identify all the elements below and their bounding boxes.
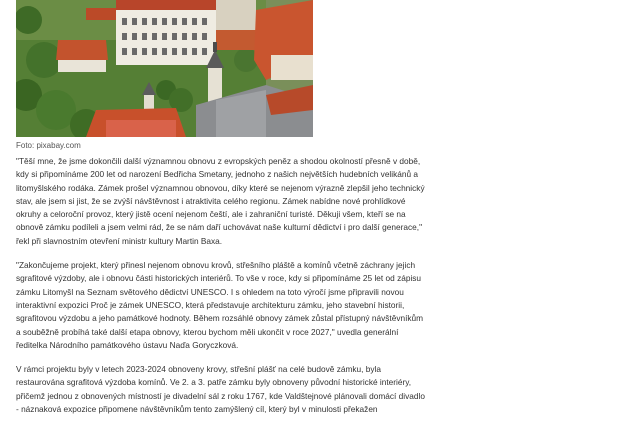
article-photo xyxy=(16,0,313,137)
photo-caption: Foto: pixabay.com xyxy=(16,141,81,150)
article-paragraph: "Zakončujeme projekt, který přinesl nejenom obnovu krovů, střešního pláště a komínů včetně záchrany jejich sgrafitové výzdoby, ale i obnovu části historických interiérů. To vše v roce, kdy si připomínáme 25 let od zápisu zámku Litomyšl na Seznam světového dědictví UNESCO. I s ohledem na toto výročí jsme připravili novou interaktivní expozici Proč je zámek UNESCO, která představuje architekturu zámku, jeho stavební historii, sgrafitovou výzdobu a jeho památkové hodnoty. Během rozsáhlé obnovy zámek zůstal přístupný návštěvníkům a souběžně probíhá také další etapa obnovy, kterou bychom měli ukončit v roce 2027," uvedla generální ředitelka Národního památkového ústavu Naďa Goryczková. xyxy=(16,260,424,350)
article-paragraph: "Těší mne, že jsme dokončili další významnou obnovu z evropských peněz a shodou okolností přesně v době, kdy si připomínáme 200 let od narození Bedřicha Smetany, jednoho z našich největších hudebních velikánů a litomyšlského rodáka. Zámek prošel významnou obnovou, díky které se nejenom výrazně zlepšil jeho technický stav, ale jsem si jist, že se zvýší návštěvnost i atraktivita celého regionu. Zámek nabídne nové prohlídkové okruhy a celoroční provoz, který jistě ocení nejenom čeští, ale i zahraniční turisté. Děkuji všem, kteří se na obnově zámku podíleli a jsem velmi rád, že se nám daří uchovávat naše kulturní dědictví i pro další generace," řekl při slavnostním otevření ministr kultury Martin Baxa. xyxy=(16,156,425,246)
article-paragraph: V rámci projektu byly v letech 2023-2024 obnoveny krovy, střešní plášť na celé budově zámku, byla restaurována sgrafitová výzdoba komínů. Ve 2. a 3. patře zámku byly obnoveny původní historické interiéry, přičemž jednou z obnovených místností je divadelní sál z roku 1767, kde Valdštejnové plánovali domácí divadlo - náznaková expozice připomene návštěvníkům tento zamýšlený cíl, který byl v minulosti překažen xyxy=(16,364,425,415)
article-body xyxy=(16,155,426,427)
